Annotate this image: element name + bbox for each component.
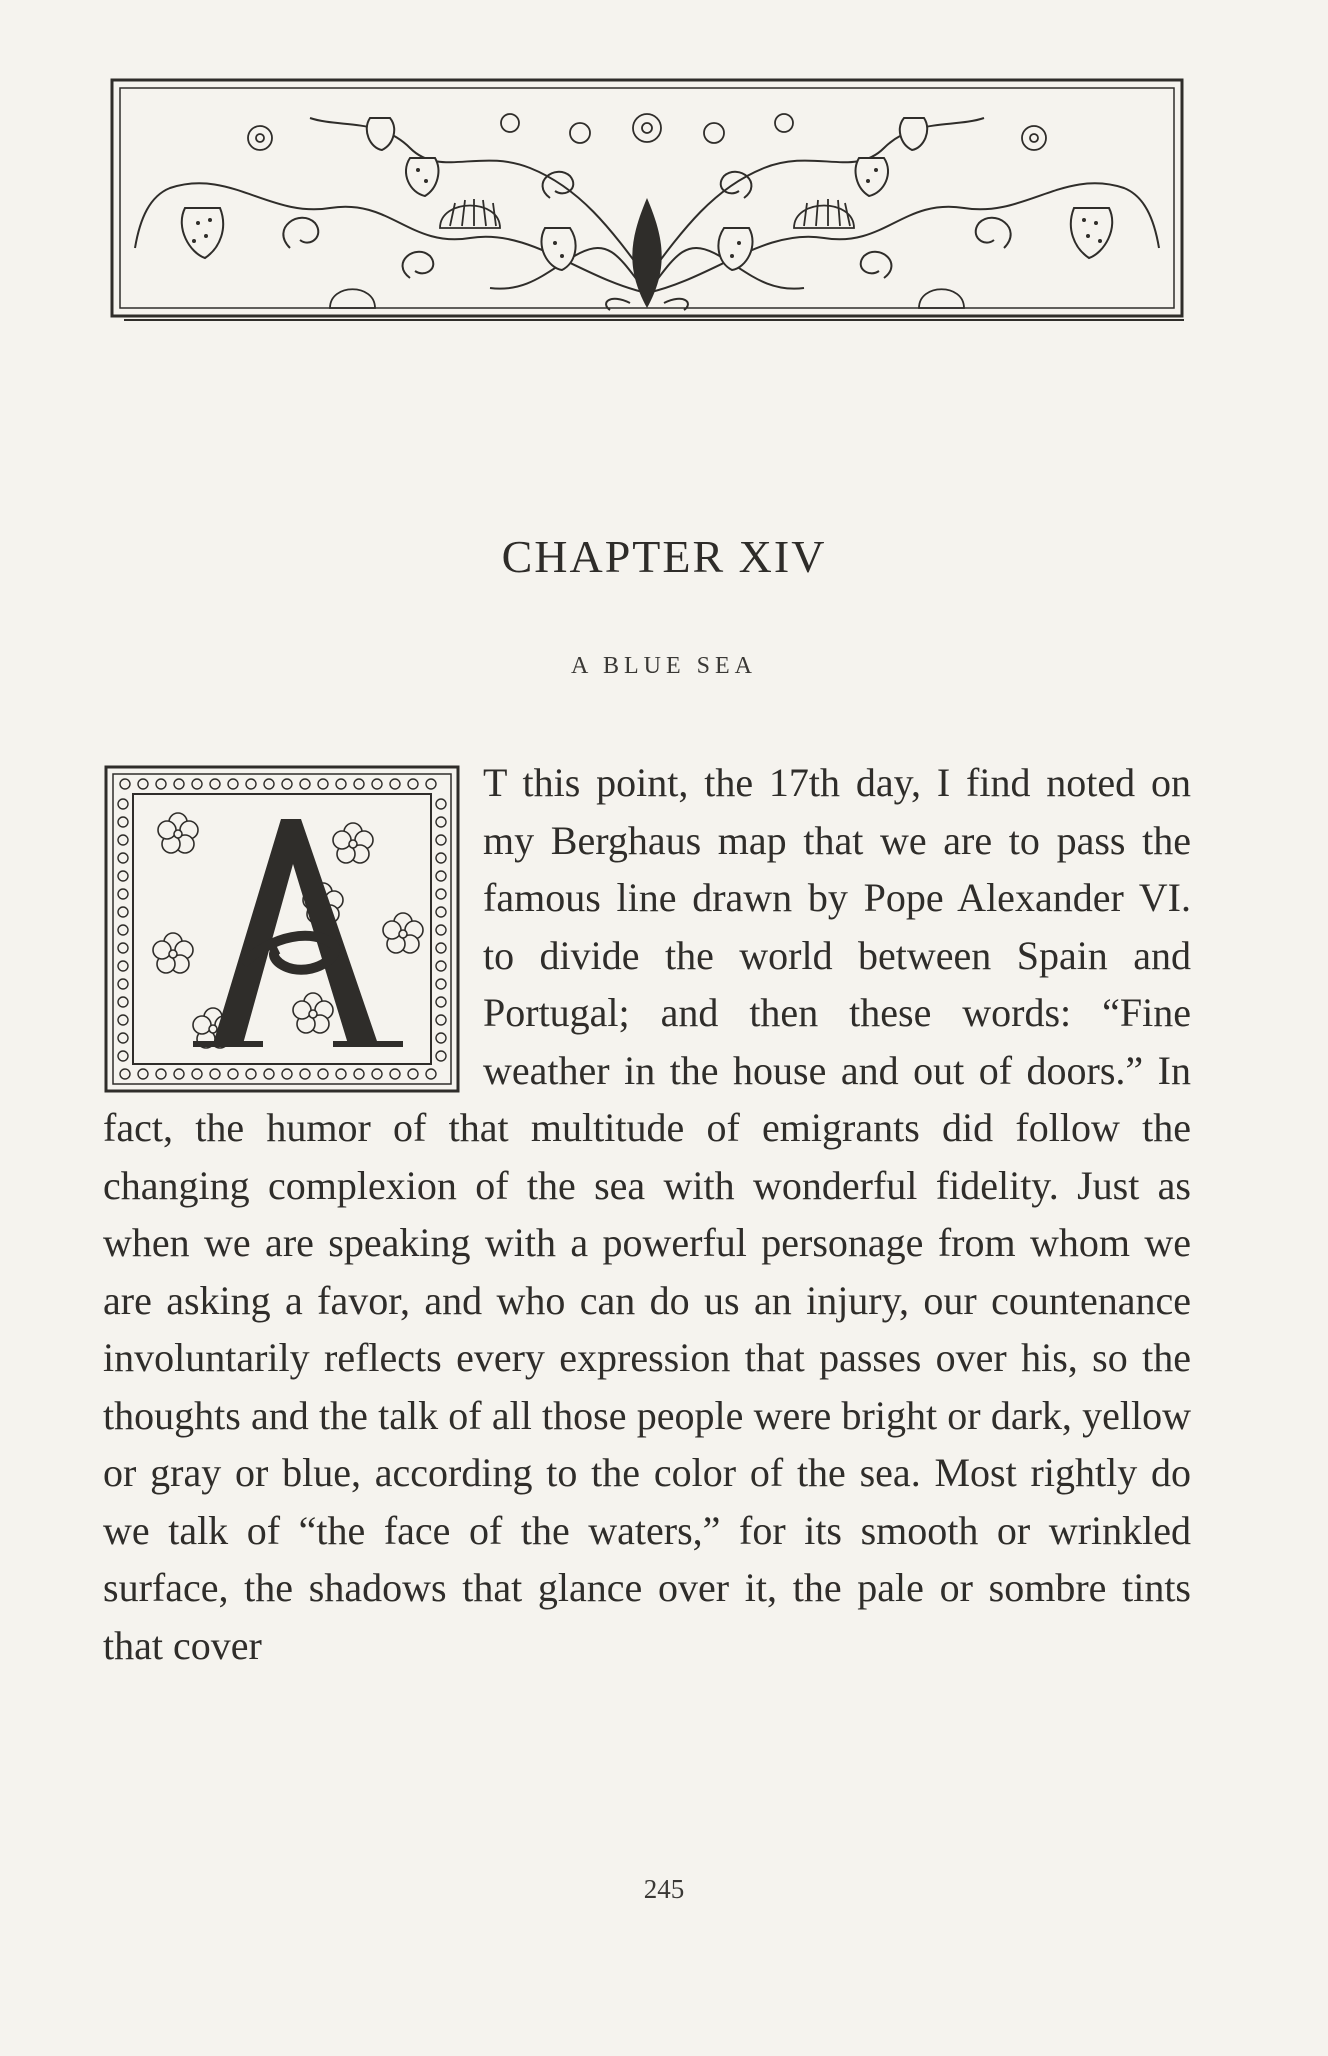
dropcap-initial — [103, 764, 461, 1094]
floral-headpiece-icon — [110, 78, 1184, 323]
chapter-title: CHAPTER XIV — [501, 531, 827, 582]
chapter-subtitle: A BLUE SEA — [570, 653, 757, 679]
chapter-body — [103, 754, 1191, 1674]
page-number: 245 — [643, 1874, 685, 1904]
body-paragraph: T this point, the 17th day, I find noted on my Berghaus map that we are to pass the famous line drawn by Pope Alexander VI. to divide the world between Spain and Portugal; and then these words: “Fine weather in the house and out of doors.” In fact, the humor of that multitude of emigrants did follow the changing complexion of the sea with wonderful fidelity. Just as when we are speaking with a powerful personage from whom we are asking a favor, and who can do us an injury, our countenance involuntarily reflects every expression that passes over his, so the thoughts and the talk of all those people were bright or dark, yellow or gray or blue, according to the color of the sea. Most rightly do we talk of “the face of the waters,” for its smooth or wrinkled surface, the shadows that glance over it, the pale or sombre tints that cover — [103, 760, 1191, 1668]
